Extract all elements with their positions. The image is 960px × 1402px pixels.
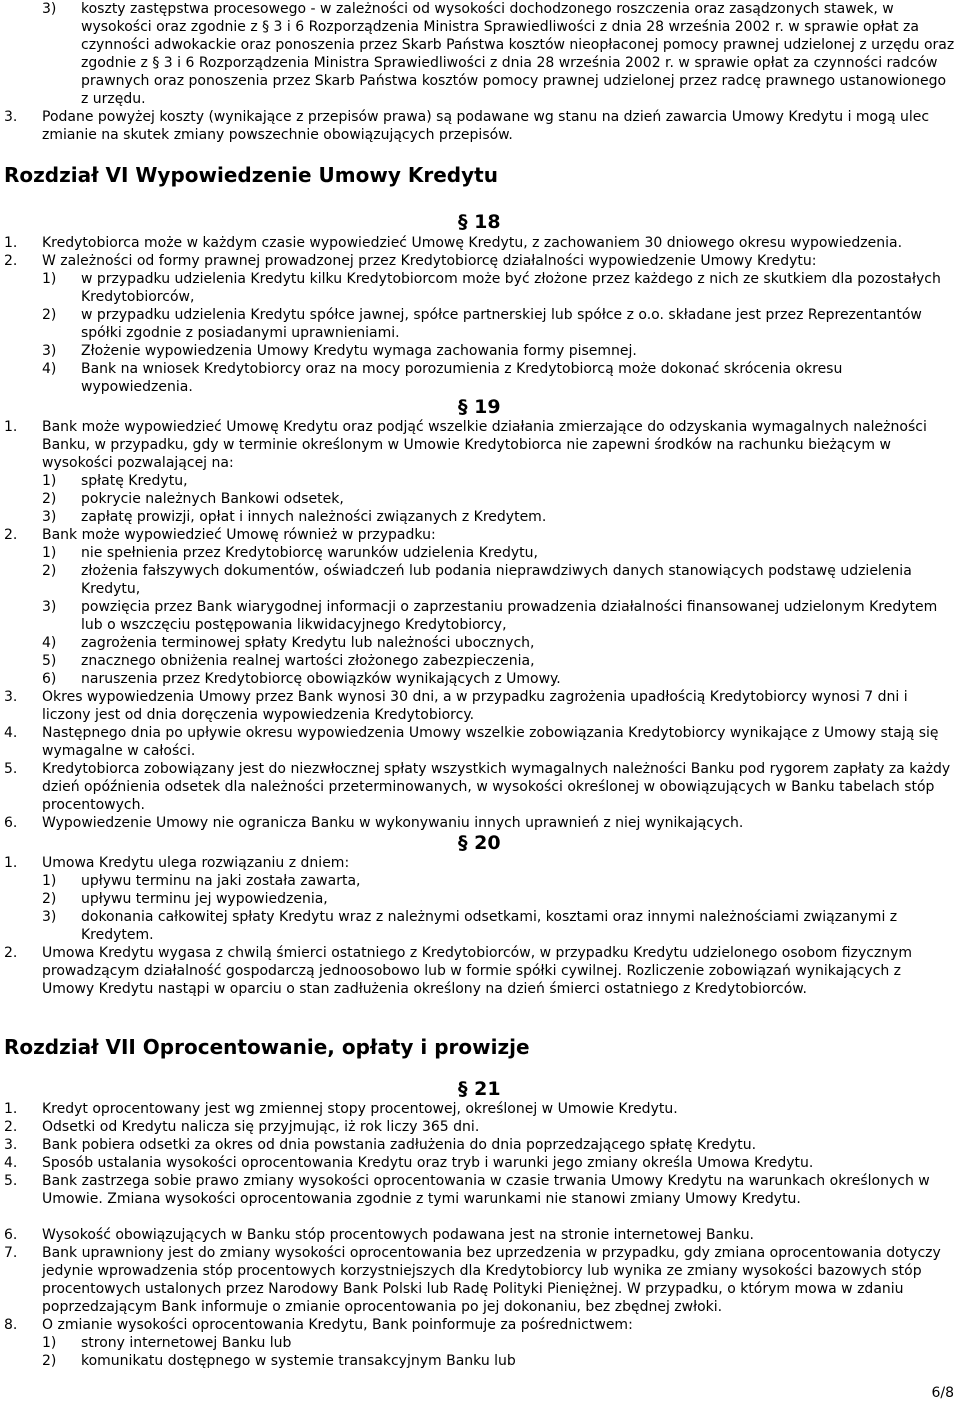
item-text: w przypadku udzielenia Kredytu kilku Kredytobiorcom może być złożone przez każdego z nich ze skutkiem dla pozostałych Kredytobiorców, [81,271,941,305]
item-text: dokonania całkowitej spłaty Kredytu wraz z należnymi odsetkami, kosztami oraz innymi należnościami związanymi z Kredytem. [81,909,898,943]
item-number: 3) [42,909,57,925]
item-text: złożenia fałszywych dokumentów, oświadczeń lub podania nieprawdziwych danych stanowiących podstawę udzielenia Kredytu, [81,563,912,597]
paragraph-text: Wysokość obowiązujących w Banku stóp procentowych podawana jest na stronie internetowej Banku. [42,1227,755,1243]
paragraph-text: O zmianie wysokości oprocentowania Kredytu, Bank poinformuje za pośrednictwem: [42,1317,633,1333]
item-number: 3) [42,343,57,359]
item-text: zagrożenia terminowej spłaty Kredytu lub należności ubocznych, [81,635,535,651]
item-number: 1) [42,545,57,561]
paragraph-number: 4. [4,1155,18,1171]
paragraph-number: 1. [4,235,18,251]
item-number: 3) [42,1,57,17]
item-text: powzięcia przez Bank wiarygodnej informacji o zaprzestaniu prowadzenia działalności finansowanej udzielonym Kredytem lub o wszczęciu postępowania likwidacyjnego Kredytobiorcy, [81,599,938,633]
item-number: 1) [42,873,57,889]
section-title: § 21 [458,1078,501,1100]
paragraph-number: 6. [4,1227,18,1243]
paragraph-text: koszty zastępstwa procesowego - w zależności od wysokości dochodzonego roszczenia oraz zasądzonych stawek, w wysokości oraz zgodnie z § 3 i 6 Rozporządzenia Ministra Sprawiedliwości z dnia 28 września 2002 r. w sprawie opłat za czynności adwokackie oraz ponoszenia przez Skarb Państwa kosztów nieopłaconej pomocy prawnej udzielonej z urzędu oraz zgodnie z § 3 i 6 Rozporządzenia Ministra Sprawiedliwości z dnia 28 września 2002 r. w sprawie opłat za czynności radców prawnych oraz ponoszenia przez Skarb Państwa kosztów pomocy prawnej udzielonej przez radcę prawnego ustanowionego z urzędu. [81,1,955,107]
paragraph-text: Kredytobiorca zobowiązany jest do niezwłocznej spłaty wszystkich wymagalnych należności Banku pod rygorem zapłaty za każdy dzień opóźnienia odsetek dla należności przeterminowanych, w wysokości określonej w obowiązujących w Banku tabelach stóp procentowych. [42,761,951,813]
item-text: spłatę Kredytu, [81,473,188,489]
paragraph-text: Bank pobiera odsetki za okres od dnia powstania zadłużenia do dnia poprzedzającego spłatę Kredytu. [42,1137,757,1153]
paragraph-number: 8. [4,1317,18,1333]
item-text: Złożenie wypowiedzenia Umowy Kredytu wymaga zachowania formy pisemnej. [81,343,637,359]
item-number: 3) [42,599,57,615]
item-number: 2) [42,491,57,507]
item-text: zapłatę prowizji, opłat i innych należności związanych z Kredytem. [81,509,547,525]
paragraph-text: Sposób ustalania wysokości oprocentowania Kredytu oraz tryb i warunki jego zmiany określa Umowa Kredytu. [42,1155,814,1171]
paragraph-number: 5. [4,1173,18,1189]
paragraph-text: Bank uprawniony jest do zmiany wysokości oprocentowania bez uprzedzenia w przypadku, gdy zmiana oprocentowania dotyczy jedynie wprowadzenia stóp procentowych korzystniejszych dla Kredytobiorcy lub wynika ze zmiany wysokości bazowych stóp procentowych ustalonych przez Narodowy Bank Polski lub Radę Polityki Pieniężnej. W przypadku, o którym mowa w zdaniu poprzedzającym Bank informuje o zmianie oprocentowania po jej dokonaniu, bez zbędnej zwłoki. [42,1245,941,1315]
paragraph-number: 1. [4,419,18,435]
item-text: upływu terminu na jaki została zawarta, [81,873,361,889]
item-text: naruszenia przez Kredytobiorcę obowiązków wynikających z Umowy. [81,671,561,687]
section-title: § 20 [458,832,501,854]
item-number: 2) [42,563,57,579]
item-text: komunikatu dostępnego w systemie transakcyjnym Banku lub [81,1353,516,1369]
item-number: 4) [42,361,57,377]
item-number: 2) [42,307,57,323]
item-number: 1) [42,1335,57,1351]
paragraph-number: 3. [4,109,18,125]
paragraph-text: Bank może wypowiedzieć Umowę również w przypadku: [42,527,436,543]
paragraph-text: Następnego dnia po upływie okresu wypowiedzenia Umowy wszelkie zobowiązania Kredytobiorcy wynikające z Umowy stają się wymagalne w całości. [42,725,939,759]
paragraph-text: Bank może wypowiedzieć Umowę Kredytu oraz podjąć wszelkie działania zmierzające do odzyskania wymagalnych należności Banku, w przypadku, gdy w terminie określonym w Umowie Kredytobiorca nie zapewni środków na rachunku bieżącym w wysokości pozwalającej na: [42,419,927,471]
item-number: 2) [42,891,57,907]
paragraph-text: Odsetki od Kredytu nalicza się przyjmując, iż rok liczy 365 dni. [42,1119,480,1135]
paragraph-text: Bank zastrzega sobie prawo zmiany wysokości oprocentowania w czasie trwania Umowy Kredytu na warunkach określonych w Umowie. Zmiana wysokości oprocentowania zgodnie z tymi warunkami nie stanowi zmiany Umowy Kredytu. [42,1173,930,1207]
item-text: w przypadku udzielenia Kredytu spółce jawnej, spółce partnerskiej lub spółce z o.o. składane jest przez Reprezentantów spółki zgodnie z posiadanymi uprawnieniami. [81,307,922,341]
section-title: § 19 [458,396,501,418]
paragraph-text: Kredyt oprocentowany jest wg zmiennej stopy procentowej, określonej w Umowie Kredytu. [42,1101,678,1117]
item-text: znacznego obniżenia realnej wartości złożonego zabezpieczenia, [81,653,535,669]
item-text: Bank na wniosek Kredytobiorcy oraz na mocy porozumienia z Kredytobiorcą może dokonać skrócenia okresu wypowiedzenia. [81,361,843,395]
paragraph-text: Podane powyżej koszty (wynikające z przepisów prawa) są podawane wg stanu na dzień zawarcia Umowy Kredytu i mogą ulec zmianie na skutek zmiany powszechnie obowiązujących przepisów. [42,109,930,143]
paragraph-text: Kredytobiorca może w każdym czasie wypowiedzieć Umowę Kredytu, z zachowaniem 30 dniowego okresu wypowiedzenia. [42,235,903,251]
paragraph-text: Umowa Kredytu wygasa z chwilą śmierci ostatniego z Kredytobiorców, w przypadku Kredytu udzielonego osobom fizycznym prowadzącym działalność gospodarczą jednoosobowo lub w formie spółki cywilnej. Rozliczenie zobowiązań wynikających z Umowy Kredytu nastąpi w oparciu o stan zadłużenia określony na dzień śmierci ostatniego z Kredytobiorców. [42,945,913,997]
item-number: 1) [42,473,57,489]
item-number: 4) [42,635,57,651]
item-number: 5) [42,653,57,669]
paragraph-number: 2. [4,1119,18,1135]
paragraph-number: 3. [4,1137,18,1153]
paragraph-number: 2. [4,527,18,543]
item-number: 1) [42,271,57,287]
paragraph-text: Okres wypowiedzenia Umowy przez Bank wynosi 30 dni, a w przypadku zagrożenia upadłością Kredytobiorcy wynosi 7 dni i liczony jest od dnia doręczenia wypowiedzenia Kredytobiorcy. [42,689,908,723]
page-number: 6/8 [931,1385,954,1401]
chapter-heading: Rozdział VI Wypowiedzenie Umowy Kredytu [4,163,498,187]
chapter-heading: Rozdział VII Oprocentowanie, opłaty i prowizje [4,1035,530,1059]
paragraph-number: 2. [4,253,18,269]
paragraph-text: Umowa Kredytu ulega rozwiązaniu z dniem: [42,855,350,871]
item-number: 2) [42,1353,57,1369]
item-text: pokrycie należnych Bankowi odsetek, [81,491,344,507]
section-title: § 18 [458,211,501,233]
paragraph-number: 1. [4,1101,18,1117]
item-text: strony internetowej Banku lub [81,1335,292,1351]
paragraph-number: 6. [4,815,18,831]
paragraph-number: 3. [4,689,18,705]
paragraph-text: W zależności od formy prawnej prowadzonej przez Kredytobiorcę działalności wypowiedzenie Umowy Kredytu: [42,253,817,269]
paragraph-number: 4. [4,725,18,741]
item-text: upływu terminu jej wypowiedzenia, [81,891,328,907]
paragraph-number: 2. [4,945,18,961]
paragraph-number: 5. [4,761,18,777]
paragraph-number: 1. [4,855,18,871]
paragraph-text: Wypowiedzenie Umowy nie ogranicza Banku w wykonywaniu innych uprawnień z niej wynikających. [42,815,744,831]
item-number: 3) [42,509,57,525]
item-text: nie spełnienia przez Kredytobiorcę warunków udzielenia Kredytu, [81,545,538,561]
item-number: 6) [42,671,57,687]
paragraph-number: 7. [4,1245,18,1261]
